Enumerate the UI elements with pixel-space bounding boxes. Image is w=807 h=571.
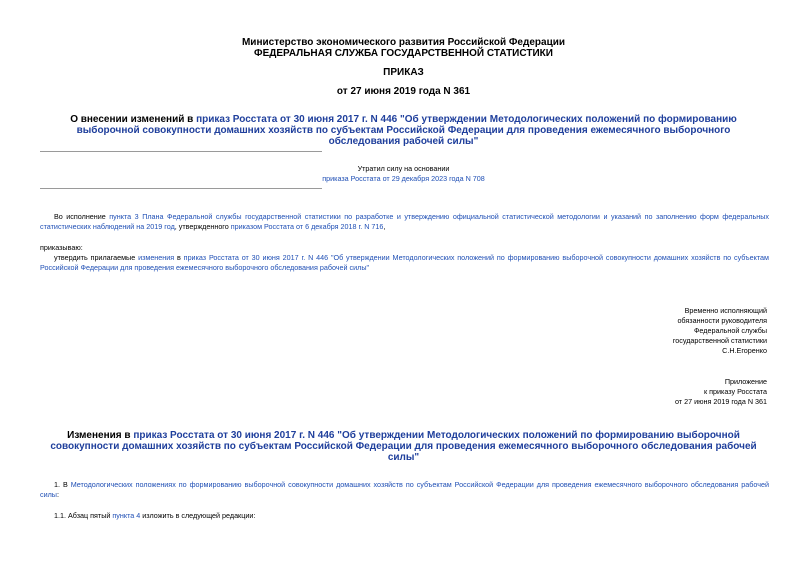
appendix-line: Приложение [724, 377, 767, 386]
plan-link[interactable]: Плана Федеральной службы государственной статистики по разработке и утверждению официальной статистической методологии и указаний по заполнению форм федеральных статистических наблюдений на 2019 год [40, 212, 769, 231]
appendix-line: к приказу Росстата [704, 387, 767, 396]
methodology-link[interactable]: Методологических положениях по формированию выборочной совокупности домашних хозяйств по субъектам Российской Федерации для проведения ежемесячного выборочного обследования рабочей силы [40, 480, 769, 499]
point-4-link[interactable]: пункта 4 [112, 511, 141, 520]
signature-line: Федеральной службы [693, 326, 767, 335]
document-title [45, 114, 762, 147]
title-link[interactable]: приказ Росстата от 30 июня 2017 г. N 446 "Об утверждении Методологических положений по формированию выборочной совокупности домашних хозяйств по субъектам Российской Федерации для проведения ежемесячного выборочного обследования рабочей силы" [76, 114, 737, 147]
changes-title-prefix: Изменения в [67, 430, 134, 441]
order-word: приказываю: [40, 243, 83, 252]
repeal-order-link[interactable]: приказа Росстата от 29 декабря 2023 года N 708 [322, 174, 485, 183]
item-text: : [56, 490, 59, 499]
changes-title-link[interactable]: приказ Росстата от 30 июня 2017 г. N 446 "Об утверждении Методологических положений по формированию выборочной совокупности домашних хозяйств по субъектам Российской Федерации для проведения ежемесячного выборочного обследования рабочей силы" [50, 430, 757, 463]
service-name: ФЕДЕРАЛЬНАЯ СЛУЖБА ГОСУДАРСТВЕННОЙ СТАТИСТИКИ [254, 48, 553, 59]
item-1 [40, 480, 769, 500]
order-716-link[interactable]: приказом Росстата от 6 декабря 2018 г. N 716 [230, 222, 384, 231]
approve-text: утвердить прилагаемые [54, 253, 139, 262]
signature-line: государственной статистики [672, 336, 767, 345]
signer-name: С.Н.Егоренко [722, 346, 767, 355]
document-date: от 27 июня 2019 года N 361 [336, 86, 471, 97]
appendix-line: от 27 июня 2019 года N 361 [674, 397, 767, 406]
divider-bottom [40, 188, 322, 189]
approve-text: в [174, 253, 184, 262]
plan-point-link[interactable]: пункта 3 [109, 212, 139, 221]
preamble-text: , [383, 222, 386, 231]
item-text: изложить в следующей редакции: [140, 511, 256, 520]
approve-paragraph [40, 253, 769, 273]
signature-line: обязанности руководителя [677, 316, 767, 325]
item-1-1 [40, 511, 769, 521]
document-type: ПРИКАЗ [383, 67, 424, 78]
divider-top [40, 151, 322, 152]
item-text: 1. В [54, 480, 71, 489]
changes-title [45, 430, 762, 463]
preamble-text: Во исполнение [54, 212, 110, 221]
signature-block [673, 306, 767, 356]
changes-link[interactable]: изменения [138, 253, 175, 262]
status-note-link-row [0, 174, 807, 184]
appendix-reference [675, 377, 767, 407]
title-prefix: О внесении изменений в [70, 114, 197, 125]
ministry-name: Министерство экономического развития Российской Федерации [241, 37, 566, 48]
status-note-line: Утратил силу на основании [357, 164, 450, 173]
item-text: 1.1. Абзац пятый [54, 511, 113, 520]
preamble-text: , утвержденного [174, 222, 231, 231]
preamble-paragraph [40, 212, 769, 232]
signature-line: Временно исполняющий [684, 306, 767, 315]
order-446-link[interactable]: приказ Росстата от 30 июня 2017 г. N 446 "Об утверждении Методологических положений по формированию выборочной совокупности домашних хозяйств по субъектам Российской Федерации для проведения ежемесячного выборочного обследования рабочей силы" [40, 253, 769, 272]
